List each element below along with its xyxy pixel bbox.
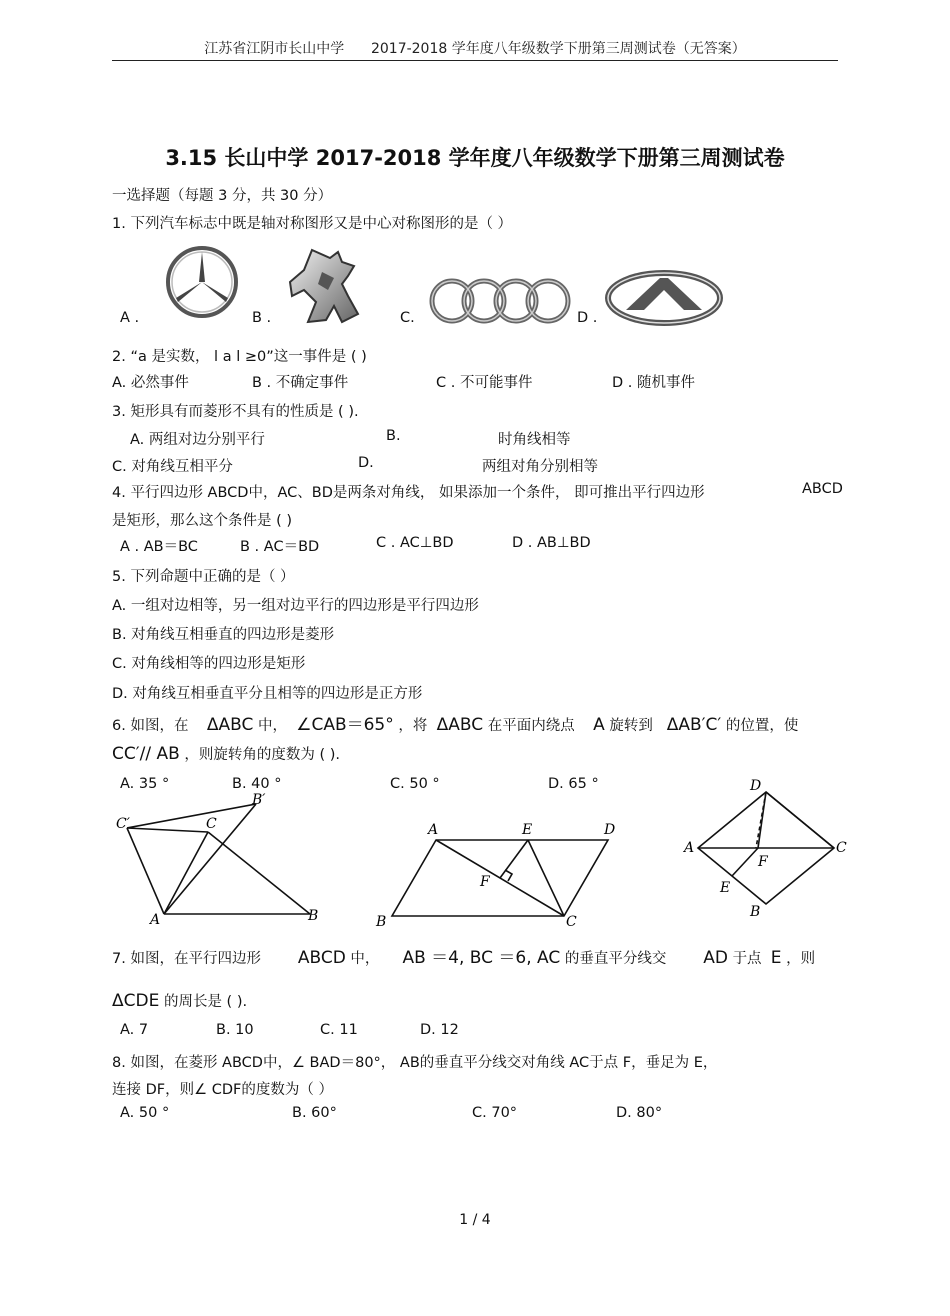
fig3-label-b: B — [750, 904, 761, 920]
peugeot-logo — [282, 244, 374, 324]
infiniti-logo — [604, 268, 724, 328]
q2-option-c: C . 不可能事件 — [436, 375, 533, 391]
q7-text-5: ，则 — [786, 951, 816, 967]
q7-text-6: 的周长是 ( ). — [163, 994, 248, 1010]
header-rule — [112, 60, 838, 61]
q7-option-c: C. 11 — [320, 1022, 358, 1038]
fig2-label-c: C — [566, 914, 577, 930]
q4-option-d: D . AB⊥BD — [512, 535, 591, 551]
q4-option-b: B . AC＝BD — [240, 539, 320, 555]
figure-parallelogram — [370, 814, 620, 930]
q7-stem-line2 — [112, 990, 247, 1011]
q6-text-1: 6. 如图，在 — [112, 718, 189, 734]
q8-stem-line1: 8. 如图，在菱形 ABCD中，∠ BAD＝80°， AB的垂直平分线交对角线 AC于点 F，垂足为 E， — [112, 1055, 718, 1071]
q6-stem-line2 — [112, 743, 340, 764]
q6-math-1: ΔABC — [206, 715, 254, 735]
figure-rhombus — [680, 774, 860, 934]
fig3-label-c: C — [836, 840, 847, 856]
q1-stem: 1. 下列汽车标志中既是轴对称图形又是中心对称图形的是（ ） — [112, 216, 513, 232]
q3-option-b-letter: B. — [386, 428, 401, 444]
q3-option-c: C. 对角线互相平分 — [112, 459, 233, 475]
q5-option-d: D. 对角线互相垂直平分且相等的四边形是正方形 — [112, 686, 423, 702]
q6-math-4: A — [593, 715, 605, 735]
fig1-label-c-prime: C′ — [116, 816, 130, 832]
q6-text-6: 的位置，使 — [725, 718, 799, 734]
fig2-label-d: D — [604, 822, 616, 838]
fig2-label-a: A — [428, 822, 439, 838]
fig3-label-d: D — [750, 778, 762, 794]
q6-math-2: ∠CAB＝65° — [296, 715, 394, 735]
q6-option-d: D. 65 ° — [548, 776, 599, 792]
fig1-label-a: A — [150, 912, 161, 928]
fig1-label-b-prime: B′ — [252, 792, 266, 808]
q3-option-b-text: 时角线相等 — [498, 432, 571, 448]
q7-text-4: 于点 — [732, 951, 762, 967]
q1-option-d: D . — [577, 310, 598, 326]
fig1-label-b: B — [308, 908, 319, 924]
q1-option-b: B . — [252, 310, 272, 326]
q6-option-c: C. 50 ° — [390, 776, 440, 792]
q6-text-4: 在平面内绕点 — [487, 718, 575, 734]
q7-math-1: ABCD — [297, 948, 346, 968]
q1-option-a: A . — [120, 310, 140, 326]
q7-option-a: A. 7 — [120, 1022, 149, 1038]
q7-stem-line1 — [112, 943, 815, 968]
q6-option-a: A. 35 ° — [120, 776, 170, 792]
section-heading: 一选择题（每题 3 分，共 30 分） — [112, 188, 333, 204]
q7-math-3: AD — [703, 948, 728, 968]
q3-option-d-text: 两组对角分别相等 — [482, 459, 598, 475]
q7-math-4: E — [770, 948, 782, 968]
q7-option-b: B. 10 — [216, 1022, 254, 1038]
q4-stem-line1-end: ABCD — [802, 481, 843, 497]
q8-option-c: C. 70° — [472, 1105, 518, 1121]
q6-math-6: CC′// AB — [112, 744, 180, 764]
fig2-label-e: E — [522, 822, 533, 838]
q3-option-d-letter: D. — [358, 455, 374, 471]
q3-stem: 3. 矩形具有而菱形不具有的性质是 ( ). — [112, 404, 359, 420]
running-header — [112, 38, 838, 58]
page-number: 1 / 4 — [459, 1212, 491, 1228]
mercedes-logo — [158, 246, 246, 318]
q6-text-3: ，将 — [398, 718, 428, 734]
q7-math-5: ΔCDE — [112, 991, 160, 1011]
q2-option-b: B . 不确定事件 — [252, 375, 349, 391]
q7-option-d: D. 12 — [420, 1022, 459, 1038]
q3-option-a: A. 两组对边分别平行 — [130, 432, 265, 448]
q4-option-a: A . AB＝BC — [120, 539, 198, 555]
q5-stem: 5. 下列命题中正确的是（ ） — [112, 569, 295, 585]
q4-stem-line1: 4. 平行四边形 ABCD中，AC、BD是两条对角线， 如果添加一个条件， 即可推出平行四边形 — [112, 485, 705, 501]
q1-option-c: C. — [400, 310, 415, 326]
q4-stem-line2: 是矩形，那么这个条件是 ( ) — [112, 513, 293, 529]
q7-text-2: 中， — [350, 951, 380, 967]
q5-option-c: C. 对角线相等的四边形是矩形 — [112, 656, 306, 672]
fig2-label-f: F — [480, 874, 490, 890]
q6-stem-line1 — [112, 710, 798, 735]
q7-text-3: 的垂直平分线交 — [564, 951, 667, 967]
fig2-label-b: B — [376, 914, 387, 930]
q2-option-d: D . 随机事件 — [612, 375, 695, 391]
q8-option-d: D. 80° — [616, 1105, 663, 1121]
fig3-label-e: E — [720, 880, 731, 896]
fig3-label-f: F — [758, 854, 768, 870]
q6-text-5: 旋转到 — [609, 718, 653, 734]
q2-stem: 2. “a 是实数， l a l ≥0”这一事件是 ( ) — [112, 349, 367, 365]
q6-text-7: ，则旋转角的度数为 ( ). — [184, 747, 341, 763]
q6-math-5: ΔAB′C′ — [666, 715, 722, 735]
q7-math-2: AB ＝4, BC ＝6, AC — [402, 948, 561, 968]
audi-logo — [428, 276, 574, 326]
header-school: 江苏省江阴市长山中学 — [204, 41, 345, 57]
q5-option-b: B. 对角线互相垂直的四边形是菱形 — [112, 627, 335, 643]
q6-option-b: B. 40 ° — [232, 776, 282, 792]
q6-math-3: ΔABC — [436, 715, 484, 735]
q8-option-a: A. 50 ° — [120, 1105, 170, 1121]
fig3-label-a: A — [684, 840, 695, 856]
q4-option-c: C . AC⊥BD — [376, 535, 454, 551]
q6-text-2: 中， — [258, 718, 287, 734]
header-title: 2017-2018 学年度八年级数学下册第三周测试卷（无答案） — [370, 41, 746, 57]
fig1-label-c: C — [206, 816, 217, 832]
q2-option-a: A. 必然事件 — [112, 375, 189, 391]
q8-stem-line2: 连接 DF，则∠ CDF的度数为（ ） — [112, 1082, 333, 1098]
q8-option-b: B. 60° — [292, 1105, 337, 1121]
page-title: 3.15 长山中学 2017-2018 学年度八年级数学下册第三周测试卷 — [165, 146, 785, 170]
q7-text-1: 7. 如图，在平行四边形 — [112, 951, 261, 967]
figure-rotation — [110, 790, 330, 930]
q5-option-a: A. 一组对边相等，另一组对边平行的四边形是平行四边形 — [112, 598, 479, 614]
